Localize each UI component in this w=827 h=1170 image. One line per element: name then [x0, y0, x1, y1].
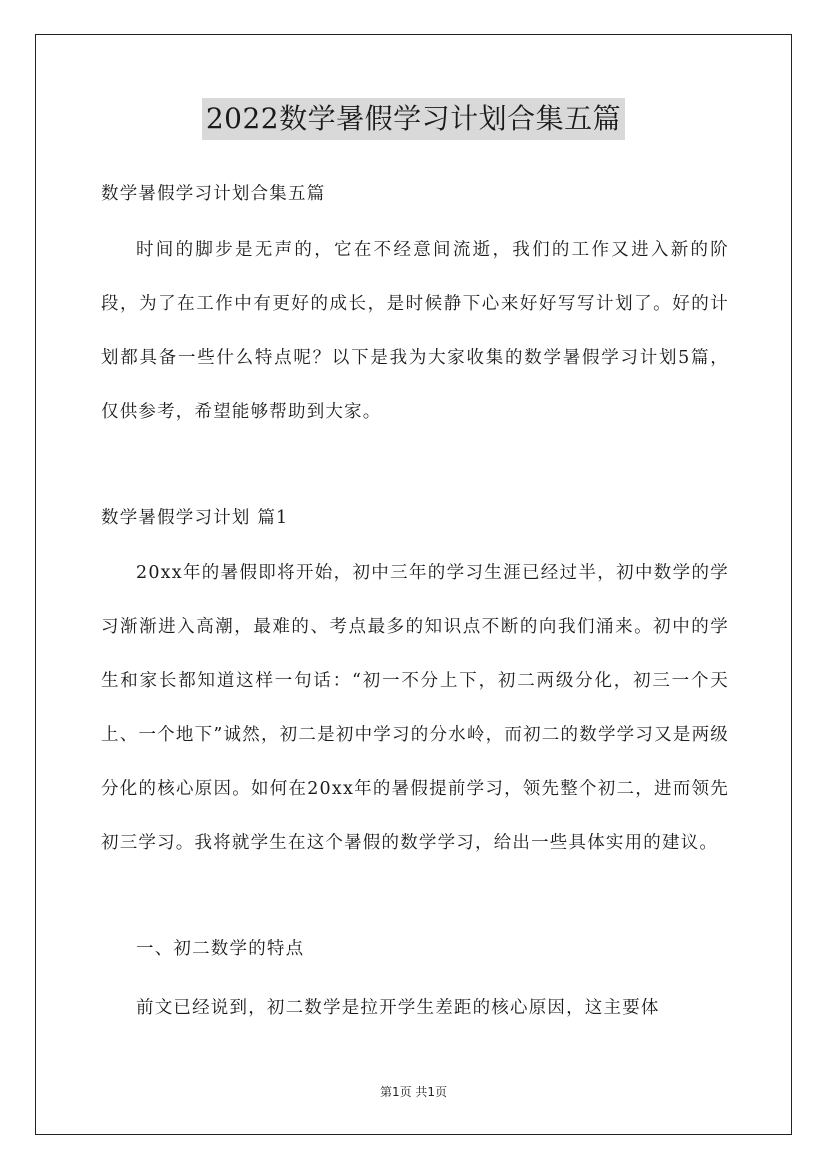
tail-paragraph: 前文已经说到，初二数学是拉开学生差距的核心原因，这主要体 [136, 998, 660, 1018]
section-heading: 数学暑假学习计划 篇1 [101, 508, 289, 528]
intro-paragraph: 时间的脚步是无声的，它在不经意间流逝，我们的工作又进入新的阶段，为了在工作中有更好的成长，是时候静下心来好好写写计划了。好的计划都具备一些什么特点呢？以下是我为大家收集的数学暑假学习计划5篇，仅供参考，希望能够帮助到大家。 [101, 240, 729, 422]
document-title-text: 2022数学暑假学习计划合集五篇 [202, 98, 625, 140]
section-paragraph: 20xx年的暑假即将开始，初中三年的学习生涯已经过半，初中数学的学习渐渐进入高潮，最难的、考点最多的知识点不断的向我们涌来。初中的学生和家长都知道这样一句话：“初一不分上下，初二两级分化，初三一个天上、一个地下”诚然，初二是初中学习的分水岭，而初二的数学学习又是两级分化的核心原因。如何在20xx年的暑假提前学习，领先整个初二，进而领先初三学习。我将就学生在这个暑假的数学学习，给出一些具体实用的建议。 [101, 563, 729, 853]
document-title [0, 98, 827, 140]
document-subtitle: 数学暑假学习计划合集五篇 [101, 184, 326, 204]
sub-heading: 一、初二数学的特点 [136, 939, 305, 959]
page-footer: 第1页 共1页 [379, 1085, 448, 1099]
